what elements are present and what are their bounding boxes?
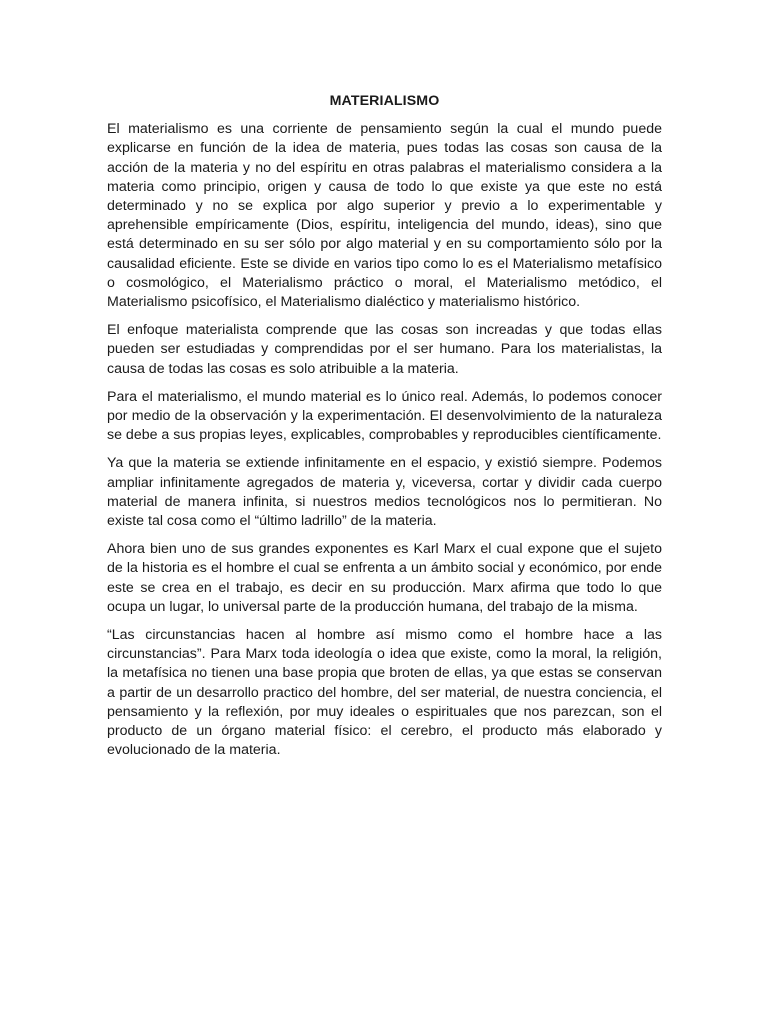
document-title: MATERIALISMO xyxy=(329,93,440,109)
paragraph-enfoque: El enfoque materialista comprende que las cosas son increadas y que todas ellas pueden ser estudiadas y comprendidas por el ser humano. Para los materialistas, la causa de todas las cosas es solo atribuible a la materia. xyxy=(107,322,662,377)
paragraph-mundo-material: Para el materialismo, el mundo material es lo único real. Además, lo podemos conocer por medio de la observación y la experimentación. El desenvolvimiento de la naturaleza se debe a sus propias leyes, explicables, comprobables y reproducibles científicamente. xyxy=(107,388,662,444)
paragraph-definition: El materialismo es una corriente de pensamiento según la cual el mundo puede explicarse en función de la idea de materia, pues todas las cosas son causa de la acción de la materia y no del espíritu en otras palabras el materialismo considera a la materia como principio, origen y causa de todo lo que existe ya que este no está determinado y no se explica por algo superior y previo a lo experimentable y aprehensible empíricamente (Dios, espíritu, inteligencia del mundo, ideas), sino que está determinado en su ser sólo por algo material y en su comportamiento sólo por la causalidad eficiente. Este se divide en varios tipo como lo es el Materialismo metafísico o cosmológico, el Materialismo práctico o moral, el Materialismo metódico, el Materialismo psicofísico, el Materialismo dialéctico y materialismo histórico. xyxy=(107,121,662,311)
paragraph-karl-marx: Ahora bien uno de sus grandes exponentes es Karl Marx el cual expone que el sujeto de la historia es el hombre el cual se enfrenta a un ámbito social y económico, por ende este se crea en el trabajo, es decir en su producción. Marx afirma que todo lo que ocupa un lugar, lo universal parte de la producción humana, del trabajo de la misma. xyxy=(107,541,662,615)
paragraph-circunstancias: “Las circunstancias hacen al hombre así mismo como el hombre hace a las circunstancias”. Para Marx toda ideología o idea que existe, como la moral, la religión, la metafísica no tienen una base propia que broten de ellas, ya que estas se conservan a partir de un desarrollo practico del hombre, del ser material, de nuestra conciencia, el pensamiento y la reflexión, por muy ideales o espirituales que nos parezcan, son el producto de un órgano material físico: el cerebro, el producto más elaborado y evolucionado de la materia. xyxy=(107,627,662,759)
document-body xyxy=(107,92,662,770)
paragraph-materia-infinita: Ya que la materia se extiende infinitamente en el espacio, y existió siempre. Podemos ampliar infinitamente agregados de materia y, viceversa, cortar y dividir cada cuerpo material de manera infinita, si nuestros medios tecnológicos nos lo permitieran. No existe tal cosa como el “último ladrillo” de la materia. xyxy=(107,455,662,530)
